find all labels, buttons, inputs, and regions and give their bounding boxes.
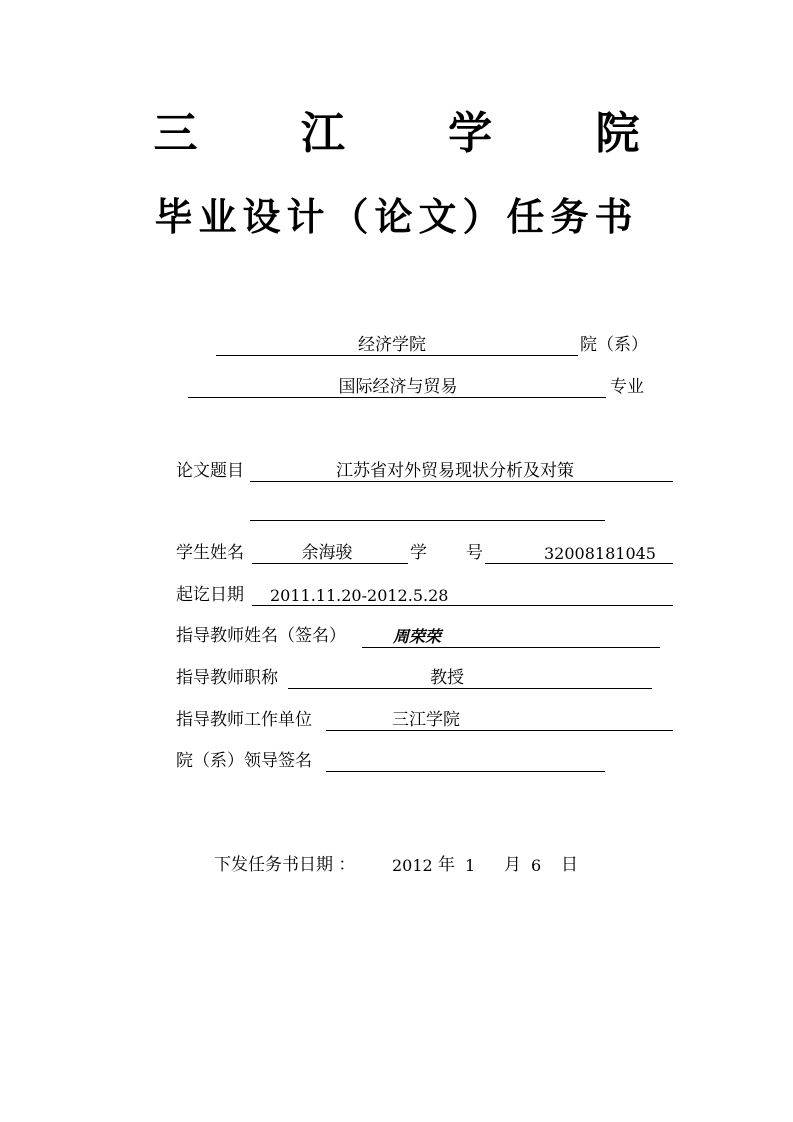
thesis-value: 江苏省对外贸易现状分析及对策: [336, 461, 574, 481]
student-id-label-2: 号: [466, 543, 483, 563]
school-name-title: 三 江 学 院: [153, 108, 684, 159]
dates-value: 2011.11.20-2012.5.28: [270, 586, 449, 605]
advisor-unit-label: 指导教师工作单位: [176, 710, 312, 730]
issue-month: 1: [465, 856, 476, 875]
issue-month-unit: 月: [504, 855, 521, 875]
thesis-underline: [250, 481, 673, 482]
major-value: 国际经济与贸易: [338, 377, 458, 397]
issue-day-unit: 日: [561, 855, 578, 875]
document-title: 毕业设计（论文）任务书: [154, 194, 639, 239]
major-underline: [188, 397, 606, 398]
advisor-title-underline: [288, 688, 652, 689]
advisor-sign-label: 指导教师姓名（签名）: [176, 626, 346, 646]
dean-sign-label: 院（系）领导签名: [176, 751, 312, 771]
thesis-label: 论文题目: [176, 461, 244, 481]
student-name-value: 余海骏: [301, 543, 353, 563]
issue-year: 2012: [392, 856, 433, 875]
thesis-underline-2: [250, 520, 605, 521]
student-id-label-1: 学: [410, 543, 427, 563]
advisor-signature: 周荣荣: [393, 627, 442, 646]
issue-year-unit: 年: [438, 855, 455, 875]
advisor-sign-underline: [362, 647, 660, 648]
advisor-title-label: 指导教师职称: [176, 668, 278, 688]
major-suffix: 专业: [610, 377, 644, 397]
dates-label: 起讫日期: [176, 585, 244, 605]
student-id-value: 32008181045: [544, 544, 656, 563]
student-name-underline: [252, 563, 408, 564]
advisor-title-value: 教授: [430, 668, 464, 688]
student-id-underline: [485, 563, 673, 564]
college-underline: [216, 355, 578, 356]
dean-sign-underline: [326, 771, 605, 772]
issue-date-label: 下发任务书日期 ：: [214, 855, 356, 875]
advisor-unit-underline: [326, 730, 673, 731]
college-value: 经济学院: [358, 335, 426, 355]
advisor-unit-value: 三江学院: [392, 710, 460, 730]
student-name-label: 学生姓名: [176, 543, 244, 563]
dates-underline: [252, 605, 673, 606]
issue-day: 6: [531, 856, 542, 875]
college-suffix: 院（系）: [580, 335, 648, 355]
